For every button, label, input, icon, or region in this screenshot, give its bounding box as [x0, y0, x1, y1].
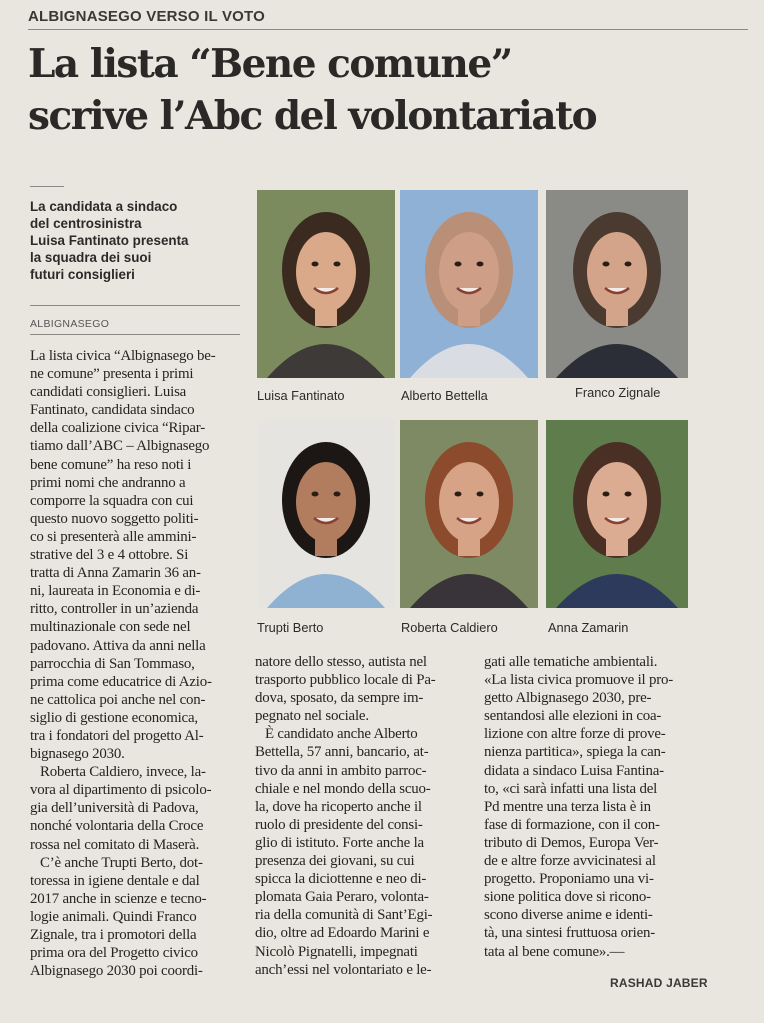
caption-anna-zamarin: Anna Zamarin — [548, 620, 629, 635]
article-line: ne comune” presenta i primi — [30, 366, 194, 383]
article-line: La lista civica “Albignasego be- — [30, 348, 216, 364]
article-line: plomata Gaia Peraro, volonta- — [255, 889, 429, 906]
article-line: prima ora del Progetto civico — [30, 945, 198, 962]
article-line: Pd mentre una terza lista è in — [484, 798, 651, 815]
article-line: «La lista civica promuove il pro- — [484, 672, 673, 689]
article-line: ria della comunità di Sant’Egi- — [255, 907, 433, 924]
photo-alberto-bettella — [400, 190, 538, 378]
article-line: progetto. Proponiamo una vi- — [484, 871, 654, 888]
article-line: gati alle tematiche ambientali. — [484, 654, 658, 670]
article-line: siglio di gestione economica, — [30, 709, 198, 726]
caption-roberta-caldiero: Roberta Caldiero — [401, 620, 498, 635]
article-line: tra i fondatori del progetto Al- — [30, 727, 204, 744]
article-line: questo nuovo soggetto politi- — [30, 510, 199, 527]
article-line: C’è anche Trupti Berto, dot- — [40, 854, 203, 871]
article-line: strative del 3 e 4 ottobre. Si — [30, 547, 189, 564]
article-line: trasporto pubblico locale di Pa- — [255, 672, 436, 689]
article-line: anch’essi nel volontariato e le- — [255, 961, 432, 978]
article-line: natore dello stesso, autista nel — [255, 654, 427, 670]
article-line: de e altre forze avvicinatesi al — [484, 853, 656, 870]
article-line: 2017 anche in scienze e tecno- — [30, 890, 207, 907]
byline: RASHAD JABER — [610, 976, 708, 990]
summary-line: Luisa Fantinato presenta — [30, 233, 189, 248]
article-line: scono diverse anime e identi- — [484, 907, 653, 924]
article-line: presenza dei giovani, su cui — [255, 853, 415, 870]
article-line: spicca la diciottenne e neo di- — [255, 871, 427, 888]
article-line: nonché volontaria della Croce — [30, 818, 204, 835]
article-line: tratta di Anna Zamarin 36 an- — [30, 565, 201, 582]
article-line: Zignale, tra i promotori della — [30, 927, 197, 943]
caption-franco-zignale: Franco Zignale — [575, 385, 661, 400]
article-line: Albignasego 2030 poi coordi- — [30, 963, 203, 980]
article-line: candidati consiglieri. Luisa — [30, 384, 187, 401]
article-line: nienza partitica», spiega la can- — [484, 744, 666, 761]
caption-luisa-fantinato: Luisa Fantinato — [257, 388, 345, 403]
article-line: ruolo di presidente del consi- — [255, 816, 423, 833]
article-line: bignasego 2030. — [30, 746, 125, 763]
article-line: bene comune” ha reso noti i — [30, 456, 192, 473]
summary-line: del centrosinistra — [30, 216, 142, 231]
article-line: logie animali. Quindi Franco — [30, 908, 197, 925]
article-line: dova, sposato, da sempre im- — [255, 690, 424, 707]
article-column-3 — [484, 653, 702, 961]
article-line: fase di formazione, con il con- — [484, 816, 660, 833]
article-line: padovano. Attiva da anni nella — [30, 637, 206, 654]
article-line: sentandosi alle elezioni in coa- — [484, 708, 662, 725]
section-kicker: ALBIGNASEGO VERSO IL VOTO — [28, 8, 265, 25]
article-line: Fantinato, candidata sindaco — [30, 402, 195, 419]
summary — [30, 198, 240, 283]
article-line: pegnato nel sociale. — [255, 708, 369, 725]
headline — [28, 38, 748, 142]
article-line: della coalizione civica “Ripar- — [30, 420, 205, 437]
article-line: ni, laureata in Economia e di- — [30, 583, 201, 600]
caption-trupti-berto: Trupti Berto — [257, 620, 324, 635]
dateline-rule-bottom — [30, 334, 240, 335]
article-line: tiamo dall’ABC – Albignasego — [30, 438, 210, 455]
article-line: glio di istituto. Forte anche la — [255, 834, 424, 851]
article-line: tà, una sintesi fruttuosa orien- — [484, 925, 656, 942]
article-line: ritto, controller in un’azienda — [30, 601, 199, 618]
article-line: Nicolò Pignatelli, impegnati — [255, 943, 418, 960]
article-line: vora al dipartimento di psicolo- — [30, 782, 212, 799]
article-line: È candidato anche Alberto — [265, 726, 418, 743]
article-line: chiale e nel mondo della scuo- — [255, 780, 431, 797]
kicker-rule — [28, 29, 748, 30]
photo-franco-zignale — [546, 190, 688, 378]
headline-line-1: La lista “Bene comune” — [28, 41, 512, 87]
article-line: lizione con altre forze di prove- — [484, 726, 666, 743]
article-column-2 — [255, 653, 467, 979]
article-line: to, «ci sarà infatti una lista del — [484, 780, 658, 797]
photo-anna-zamarin — [546, 420, 688, 608]
photo-trupti-berto — [257, 420, 395, 608]
article-line: rossa nel comitato di Maserà. — [30, 836, 200, 853]
summary-line: la squadra dei suoi — [30, 250, 152, 265]
article-line: didata a sindaco Luisa Fantina- — [484, 762, 664, 779]
article-line: getto Albignasego 2030, pre- — [484, 690, 652, 707]
article-line: dio, oltre ad Edoardo Marini e — [255, 925, 430, 942]
article-line: prima come educatrice di Azio- — [30, 673, 212, 690]
photo-luisa-fantinato — [257, 190, 395, 378]
photo-roberta-caldiero — [400, 420, 538, 608]
headline-line-2: scrive l’Abc del volontariato — [28, 93, 597, 139]
article-line: gia dell’università di Padova, — [30, 800, 199, 817]
dateline-rule — [30, 305, 240, 306]
article-line: la, dove ha ricoperto anche il — [255, 798, 422, 815]
article-line: primi nomi che andranno a — [30, 474, 186, 491]
article-line: parrocchia di San Tommaso, — [30, 655, 195, 672]
caption-alberto-bettella: Alberto Bettella — [401, 388, 488, 403]
article-line: multinazionale con sede nel — [30, 619, 191, 636]
dateline: ALBIGNASEGO — [30, 318, 110, 330]
summary-line: futuri consiglieri — [30, 267, 135, 282]
summary-line: La candidata a sindaco — [30, 199, 178, 214]
article-line: Bettella, 57 anni, bancario, at- — [255, 744, 429, 761]
article-line: sione politica dove si ricono- — [484, 889, 651, 906]
article-line: comporre la squadra con cui — [30, 492, 194, 509]
article-line: toressa in igiene dentale e dal — [30, 872, 200, 889]
article-line: tivo da anni in ambito parroc- — [255, 762, 427, 779]
article-line: ne cattolica poi anche nel con- — [30, 691, 206, 708]
article-line: co si presenterà alle ammini- — [30, 528, 197, 545]
article-line: tributo di Demos, Europa Ver- — [484, 834, 659, 851]
article-line: tata al bene comune».— — [484, 943, 625, 960]
summary-rule — [30, 186, 64, 187]
article-line: Roberta Caldiero, invece, la- — [40, 764, 206, 781]
article-column-1 — [30, 347, 242, 980]
